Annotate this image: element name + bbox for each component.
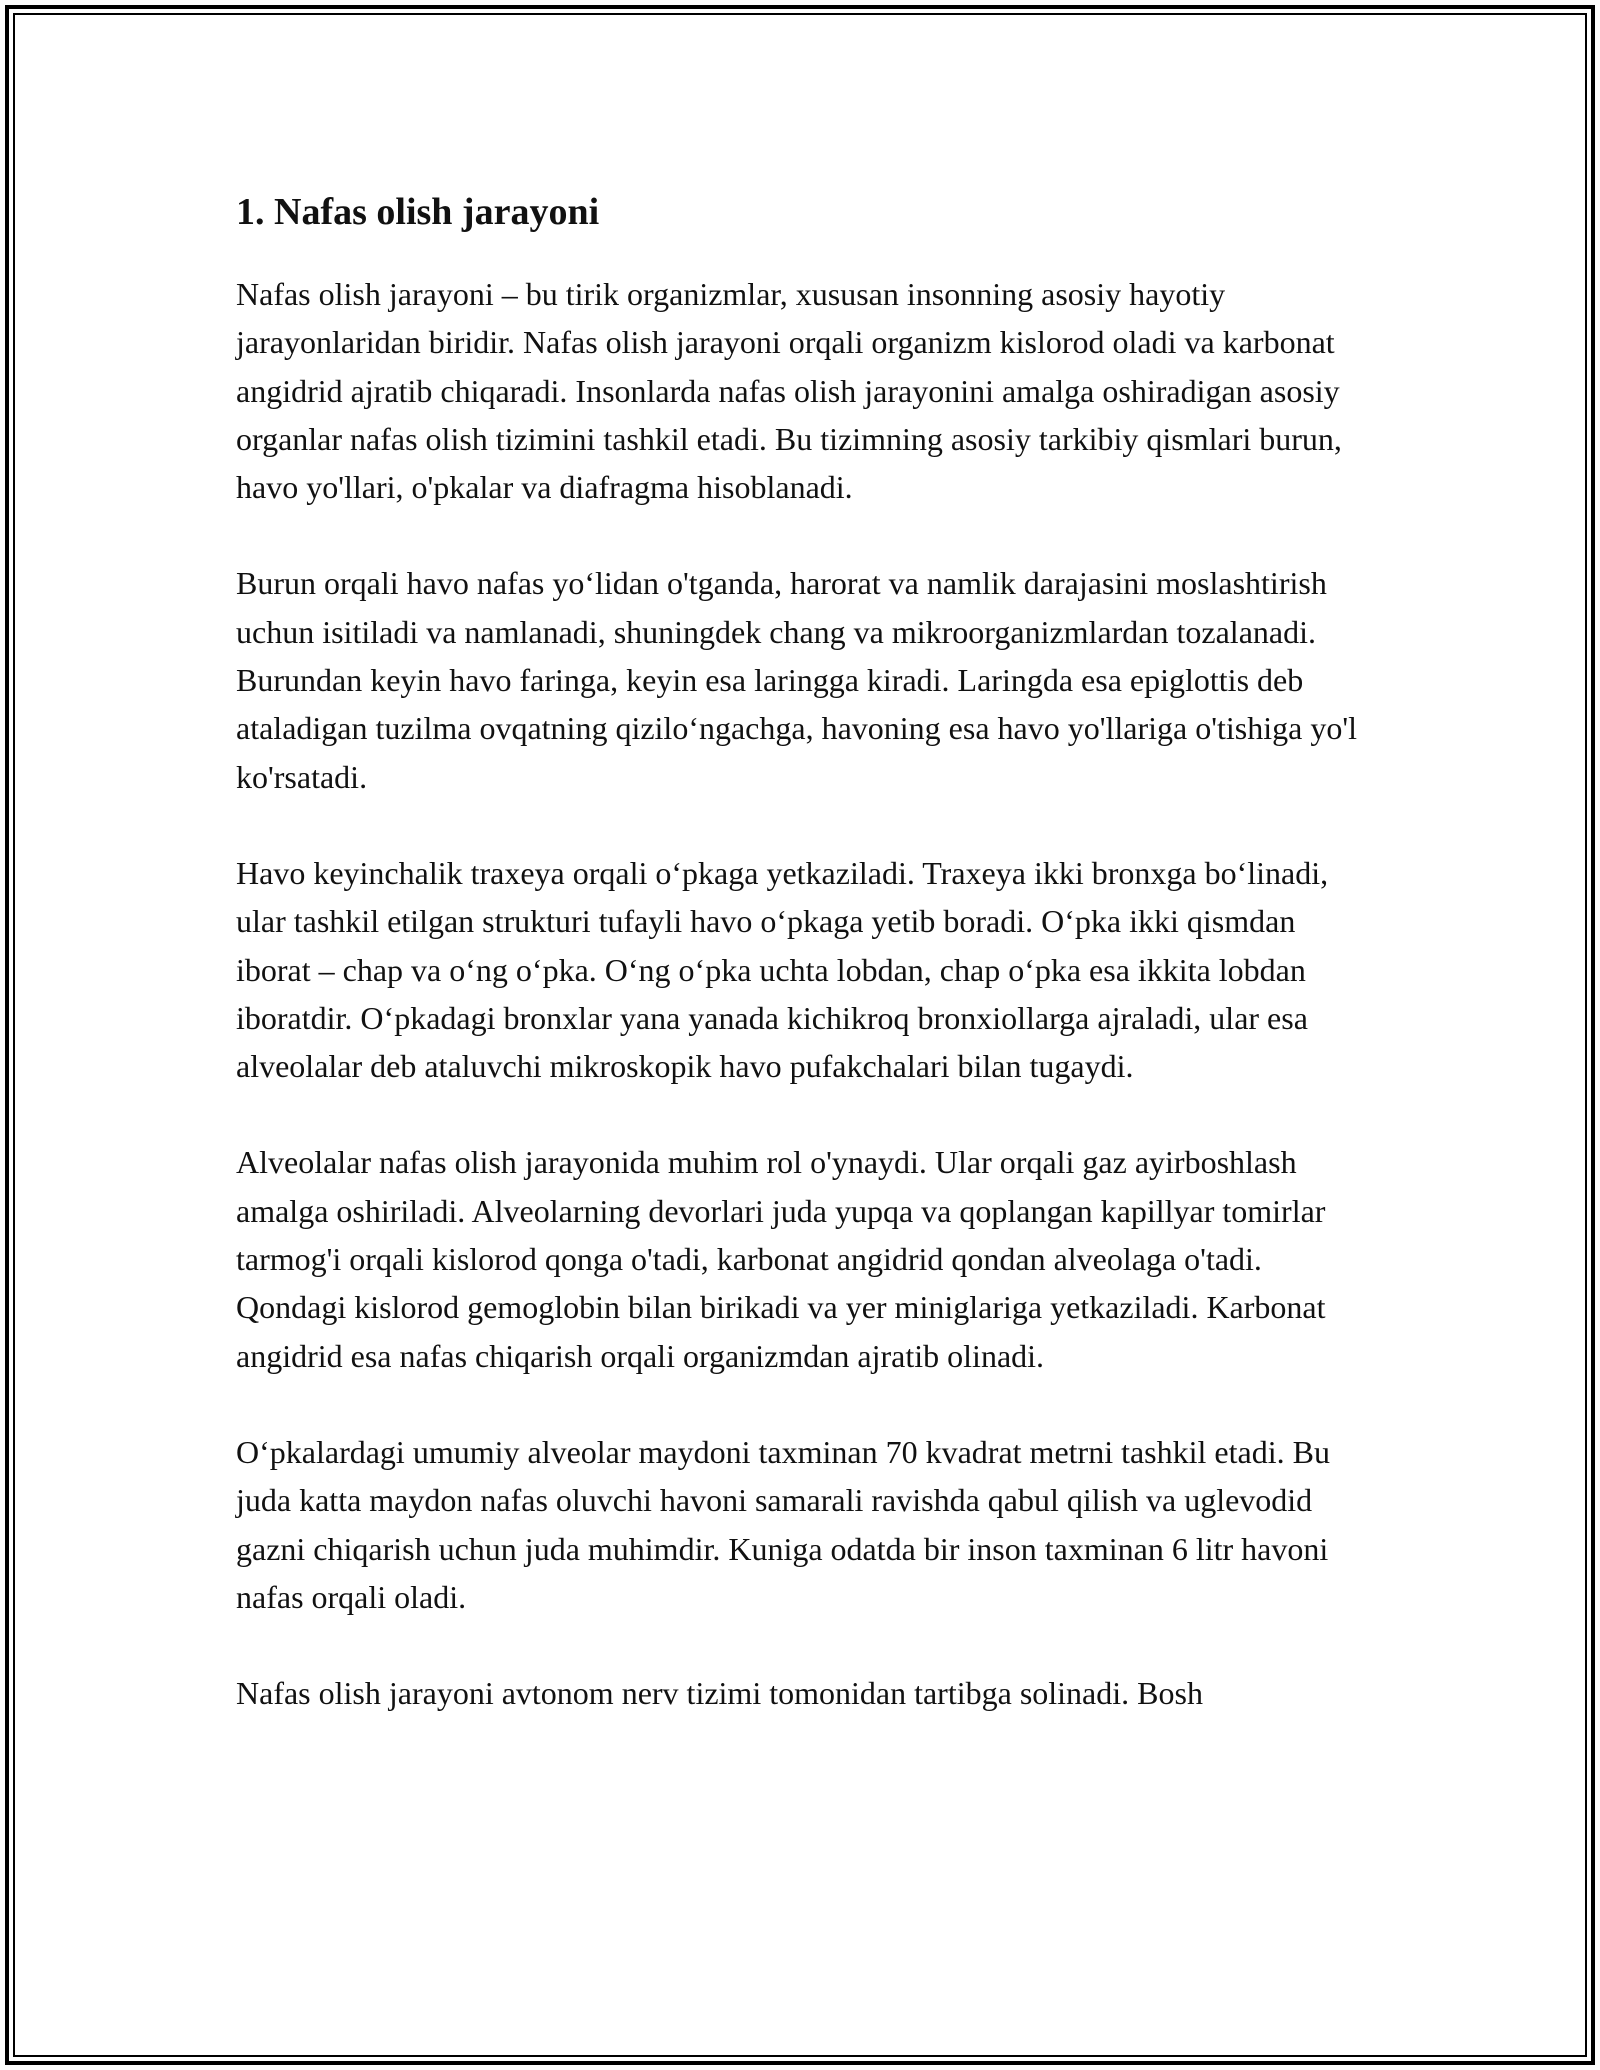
paragraph-2: Burun orqali havo nafas yo‘lidan o'tganda, harorat va namlik darajasini moslashtirish uchun isitiladi va namlanadi, shuningdek chang va mikroorganizmlardan tozalanadi. Burundan keyin havo faringa, keyin esa laringga kiradi. Laringda esa epiglottis deb ataladigan tuzilma ovqatning qizilo‘ngachga, havoning esa havo yo'llariga o'tishiga yo'l ko'rsatadi.: [236, 565, 1357, 795]
document-body: [236, 182, 1376, 1765]
paragraph-6: Nafas olish jarayoni avtonom nerv tizimi tomonidan tartibga solinadi. Bosh: [236, 1675, 1203, 1712]
paragraph-4: Alveolalar nafas olish jarayonida muhim rol o'ynaydi. Ular orqali gaz ayirboshlash amalga oshiriladi. Alveolarning devorlari juda yupqa va qoplangan kapillyar tomirlar tarmog'i orqali kislorod qonga o'tadi, karbonat angidrid qondan alveolaga o'tadi. Qondagi kislorod gemoglobin bilan birikadi va yer miniglariga yetkaziladi. Karbonat angidrid esa nafas chiqarish orqali organizmdan ajratib olinadi.: [236, 1144, 1326, 1374]
paragraph-1: Nafas olish jarayoni – bu tirik organizmlar, xususan insonning asosiy hayotiy jarayonlaridan biridir. Nafas olish jarayoni orqali organizm kislorod oladi va karbonat angidrid ajratib chiqaradi. Insonlarda nafas olish jarayonini amalga oshiradigan asosiy organlar nafas olish tizimini tashkil etadi. Bu tizimning asosiy tarkibiy qismlari burun, havo yo'llari, o'pkalar va diafragma hisoblanadi.: [236, 276, 1342, 506]
paragraph-5: O‘pkalardagi umumiy alveolar maydoni taxminan 70 kvadrat metrni tashkil etadi. Bu juda katta maydon nafas oluvchi havoni samarali ravishda qabul qilish va uglevodid gazni chiqarish uchun juda muhimdir. Kuniga odatda bir inson taxminan 6 litr havoni nafas orqali oladi.: [236, 1433, 1330, 1615]
paragraph-3: Havo keyinchalik traxeya orqali o‘pkaga yetkaziladi. Traxeya ikki bronxga bo‘linadi, ular tashkil etilgan strukturi tufayli havo o‘pkaga yetib boradi. O‘pka ikki qismdan iborat – chap va o‘ng o‘pka. O‘ng o‘pka uchta lobdan, chap o‘pka esa ikkita lobdan iboratdir. O‘pkadagi bronxlar yana yanada kichikroq bronxiollarga ajraladi, ular esa alveolalar deb ataluvchi mikroskopik havo pufakchalari bilan tugaydi.: [236, 854, 1329, 1085]
page-title: 1. Nafas olish jarayoni: [236, 191, 600, 233]
